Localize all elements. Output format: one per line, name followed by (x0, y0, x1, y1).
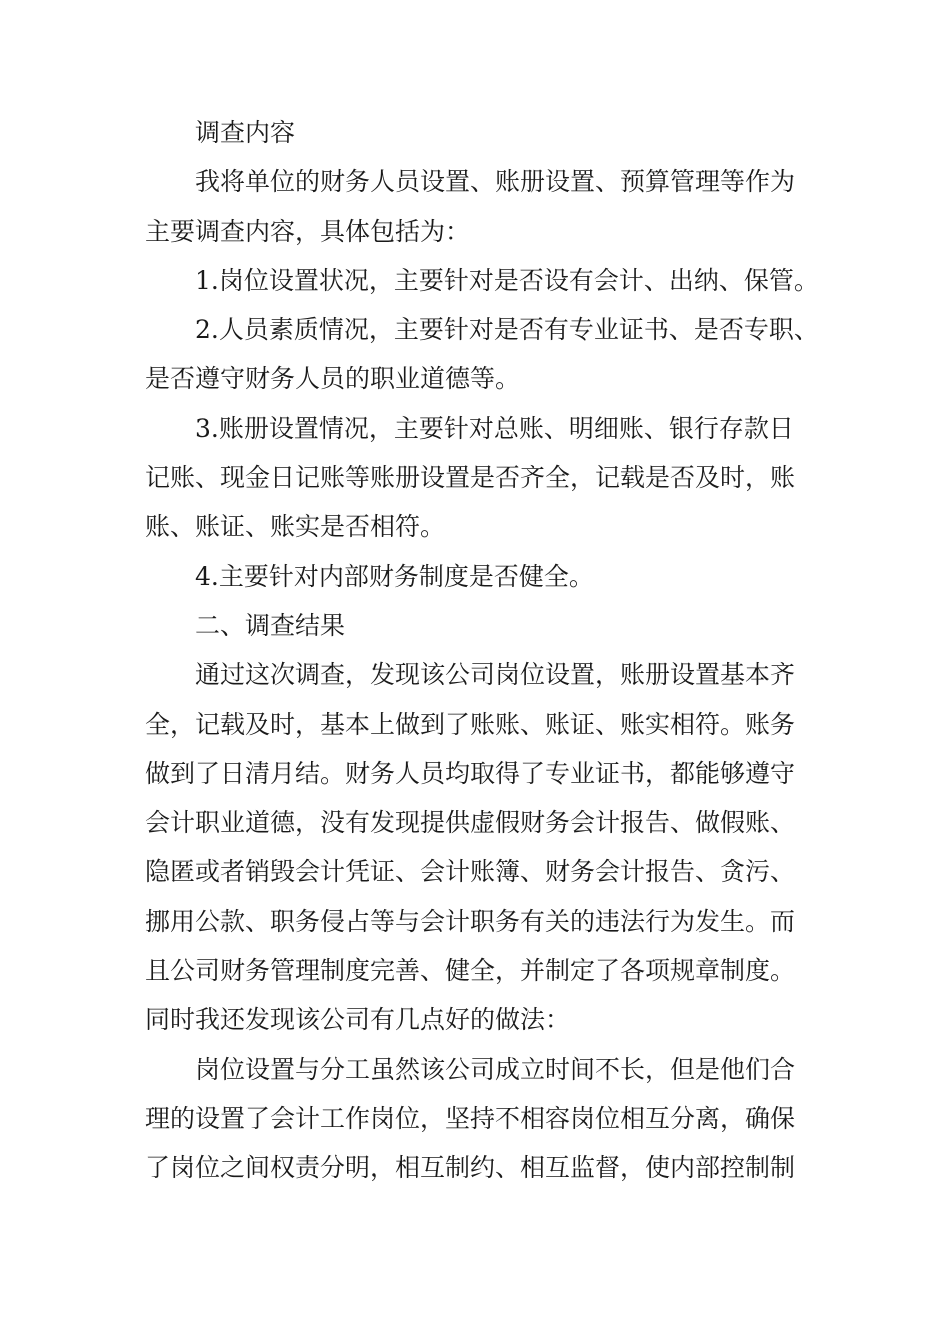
paragraph-line: 了岗位之间权责分明，相互制约、相互监督，使内部控制制 (145, 1153, 796, 1183)
paragraph-line: 记账、现金日记账等账册设置是否齐全，记载是否及时，账 (145, 463, 796, 493)
paragraph-line: 全，记载及时，基本上做到了账账、账证、账实相符。账务 (145, 709, 796, 739)
list-item-2: 2.人员素质情况，主要针对是否有专业证书、是否专职、 (195, 315, 819, 345)
list-item-1: 1.岗位设置状况，主要针对是否设有会计、出纳、保管。 (195, 265, 819, 295)
paragraph-line: 同时我还发现该公司有几点好的做法： (145, 1005, 571, 1035)
section-heading: 调查内容 (195, 118, 296, 147)
paragraph-line: 会计职业道德，没有发现提供虚假财务会计报告、做假账、 (145, 808, 796, 838)
list-item-3: 3.账册设置情况，主要针对总账、明细账、银行存款日 (195, 413, 794, 443)
paragraph-line: 是否遵守财务人员的职业道德等。 (145, 364, 521, 394)
paragraph-line: 做到了日清月结。财务人员均取得了专业证书，都能够遵守 (145, 758, 796, 788)
section-heading: 二、调查结果 (195, 610, 346, 640)
paragraph-line: 通过这次调查，发现该公司岗位设置，账册设置基本齐 (195, 660, 796, 690)
paragraph-line: 主要调查内容，具体包括为： (145, 216, 471, 246)
paragraph-line: 挪用公款、职务侵占等与会计职务有关的违法行为发生。而 (145, 906, 796, 936)
paragraph-line: 我将单位的财务人员设置、账册设置、预算管理等作为 (195, 167, 796, 197)
list-item-4: 4.主要针对内部财务制度是否健全。 (195, 561, 594, 591)
paragraph-line: 隐匿或者销毁会计凭证、会计账簿、财务会计报告、贪污、 (145, 857, 796, 887)
paragraph-line: 理的设置了会计工作岗位，坚持不相容岗位相互分离，确保 (145, 1103, 796, 1133)
document-body (145, 108, 819, 1193)
paragraph-line: 且公司财务管理制度完善、健全，并制定了各项规章制度。 (145, 956, 796, 986)
paragraph-line: 账、账证、账实是否相符。 (145, 512, 446, 542)
paragraph-line: 岗位设置与分工虽然该公司成立时间不长，但是他们合 (195, 1054, 796, 1084)
